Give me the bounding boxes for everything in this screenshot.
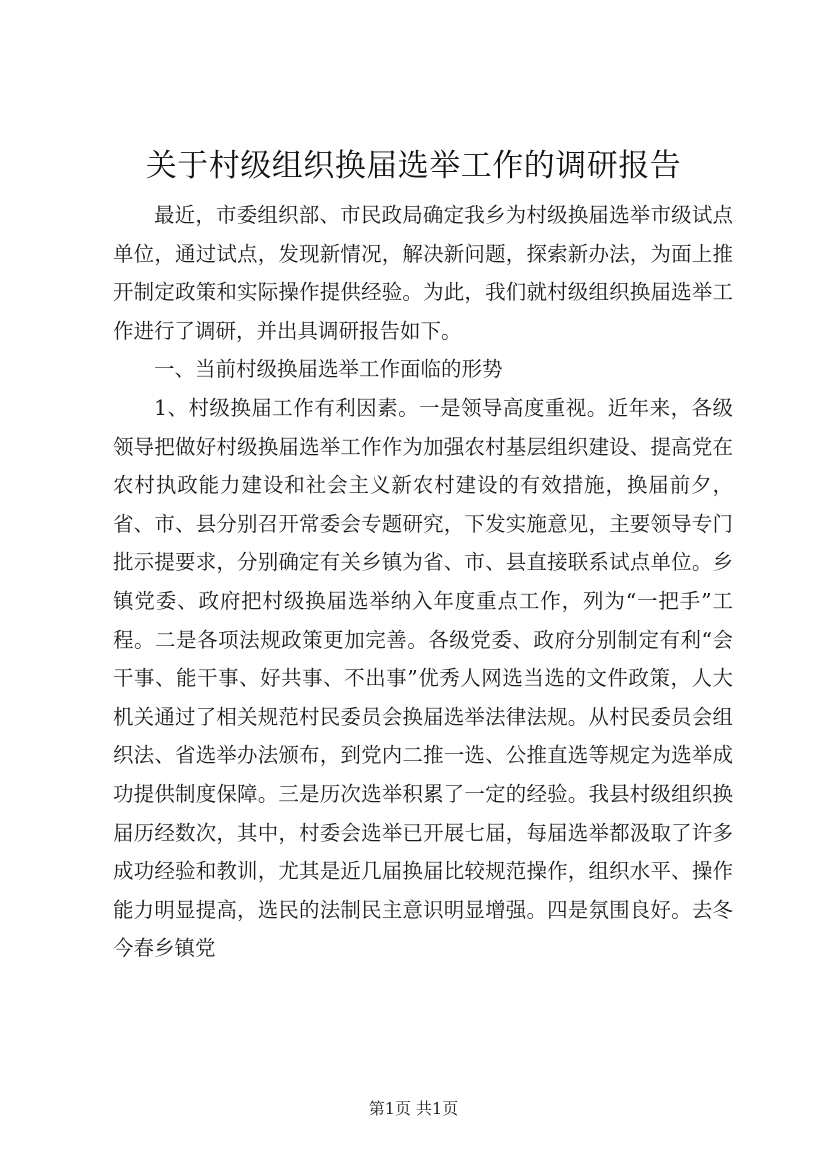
body-paragraph: 1、村级换届工作有利因素。一是领导高度重视。近年来，各级领导把做好村级换届选举工作作为加强农村基层组织建设、提高党在农村执政能力建设和社会主义新农村建设的有效措施，换届前夕，省、市、县分别召开常委会专题研究，下发实施意见，主要领导专门批示提要求，分别确定有关乡镇为省、市、县直接联系试点单位。乡镇党委、政府把村级换届选举纳入年度重点工作，列为“一把手”工程。二是各项法规政策更加完善。各级党委、政府分别制定有利“会干事、能干事、好共事、不出事”优秀人网选当选的文件政策，人大机关通过了相关规范村民委员会换届选举法律法规。从村民委员会组织法、省选举办法颁布，到党内二推一选、公推直选等规定为选举成功提供制度保障。三是历次选举积累了一定的经验。我县村级组织换届历经数次，其中，村委会选举已开展七届，每届选举都汲取了许多成功经验和教训，尤其是近几届换届比较规范操作，组织水平、操作能力明显提高，选民的法制民主意识明显增强。四是氛围良好。去冬今春乡镇党 [113,395,733,961]
section-heading: 一、当前村级换届选举工作面临的形势 [154,357,503,382]
page-footer: 第1页 共1页 [368,1099,459,1118]
document-body [113,196,733,968]
document-title: 关于村级组织换届选举工作的调研报告 [145,148,682,184]
intro-paragraph: 最近，市委组织部、市民政局确定我乡为村级换届选举市级试点单位，通过试点，发现新情况，解决新问题，探索新办法，为面上推开制定政策和实际操作提供经验。为此，我们就村级组织换届选举工作进行了调研，并出具调研报告如下。 [113,203,733,343]
